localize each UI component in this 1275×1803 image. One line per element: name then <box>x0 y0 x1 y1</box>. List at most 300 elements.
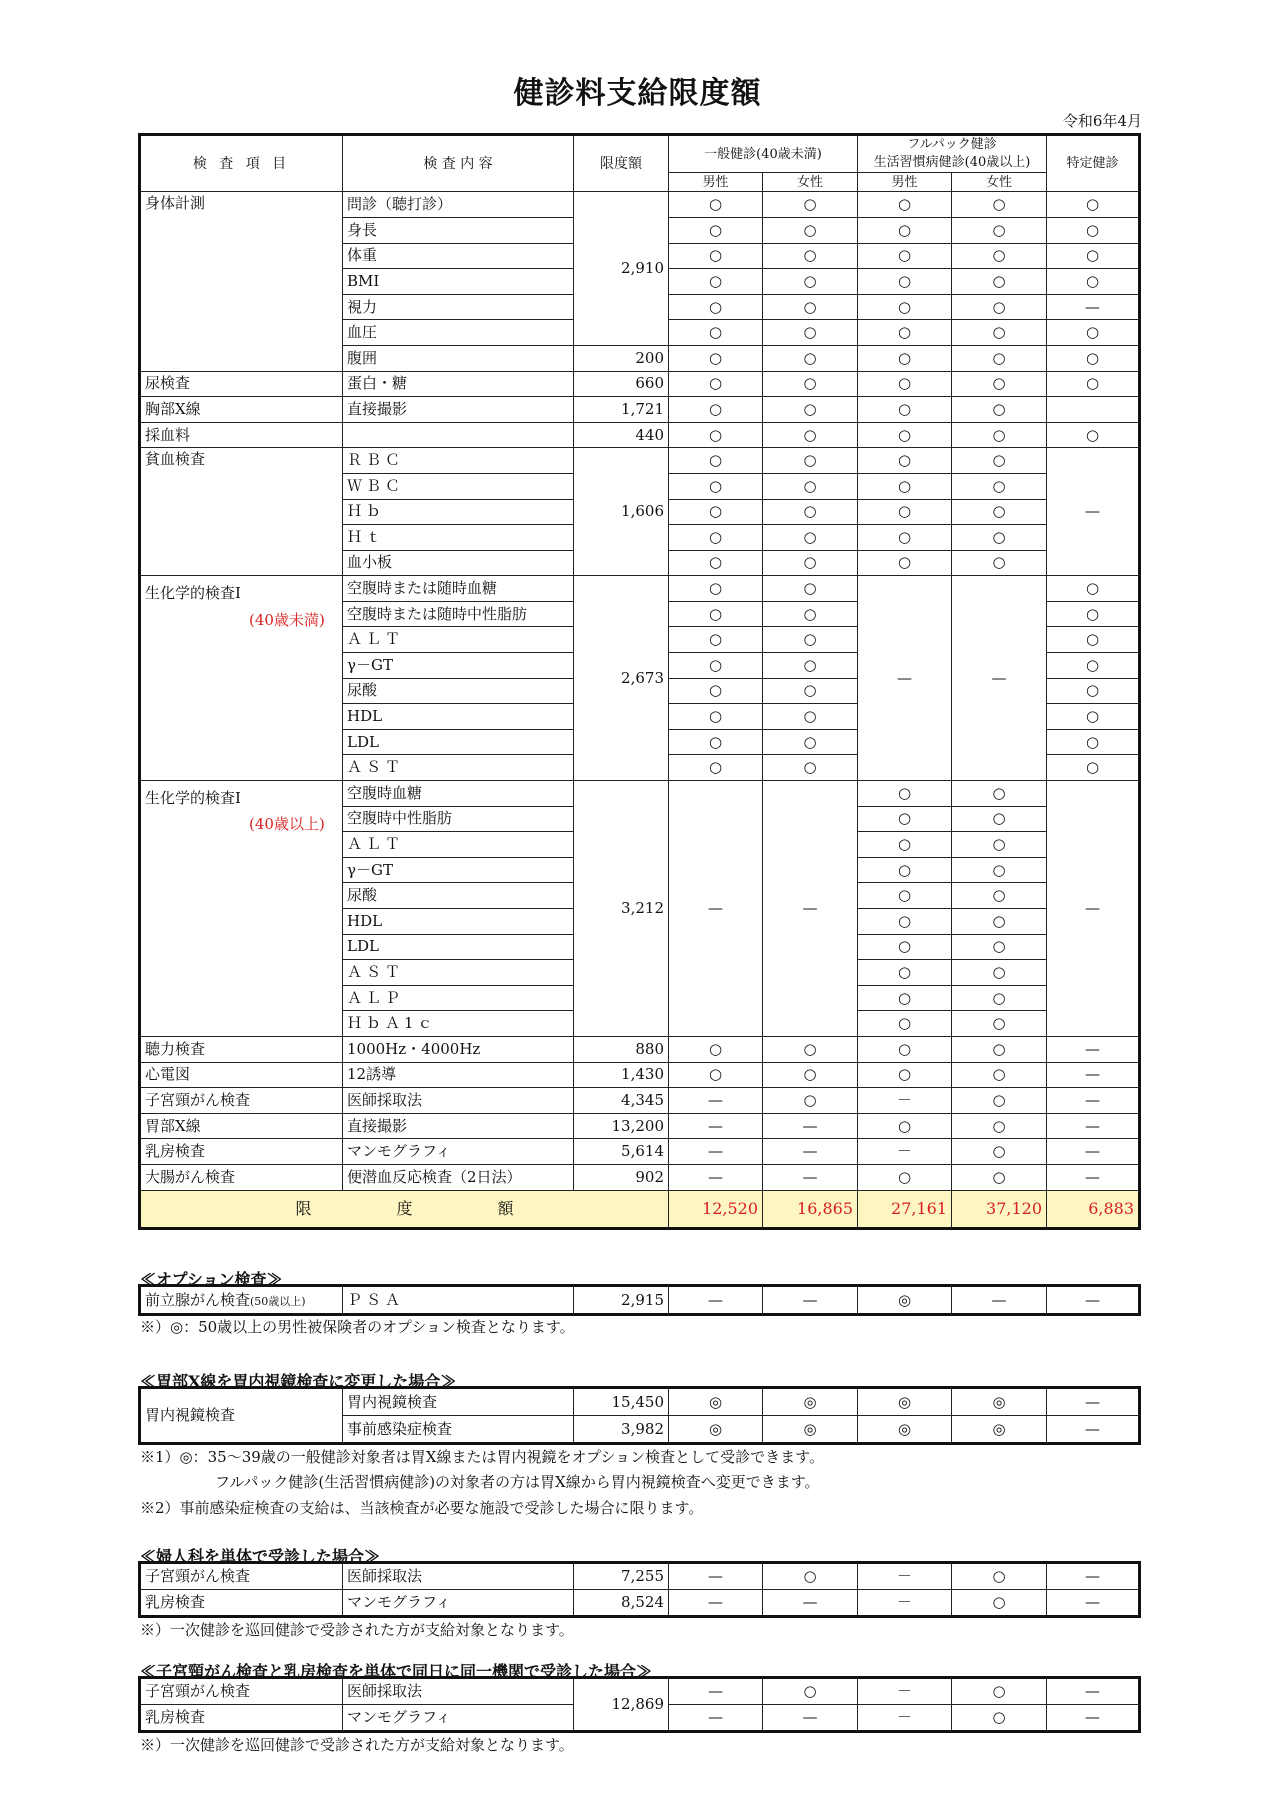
item: ＡＳＴ <box>343 960 574 986</box>
endoscopy-limit: 3,982 <box>574 1416 669 1443</box>
mark: ○ <box>763 1088 858 1114</box>
mark: ○ <box>1047 192 1139 218</box>
mark: — <box>669 1679 763 1705</box>
item: 空腹時または随時中性脂肪 <box>343 601 574 627</box>
mark: — <box>669 1705 763 1731</box>
mark: ○ <box>1047 371 1139 397</box>
mark: ○ <box>858 857 952 883</box>
mark: ○ <box>858 781 952 807</box>
header-male: 男性 <box>858 173 952 192</box>
limit-biochem-under40: 2,673 <box>574 576 669 781</box>
mark: ○ <box>669 601 763 627</box>
mark: ○ <box>1047 627 1139 653</box>
header-fullpack <box>858 136 1047 173</box>
mark: ○ <box>858 448 952 474</box>
header-item: 検 査 項 目 <box>141 136 343 192</box>
mark: ○ <box>669 1062 763 1088</box>
mark: ○ <box>763 345 858 371</box>
item: HDL <box>343 909 574 935</box>
item: Ｈｔ <box>343 525 574 551</box>
mark: ○ <box>1047 653 1139 679</box>
mark: ○ <box>763 729 858 755</box>
mark: ○ <box>763 601 858 627</box>
mark: ○ <box>952 192 1047 218</box>
mark: ○ <box>763 371 858 397</box>
gyn-cat: 子宮頸がん検査 <box>141 1564 343 1590</box>
mark: ◎ <box>858 1287 952 1314</box>
mark: ○ <box>763 704 858 730</box>
mark: ○ <box>952 857 1047 883</box>
mark: — <box>763 1590 858 1616</box>
header-limit: 限度額 <box>574 136 669 192</box>
mark: ○ <box>858 499 952 525</box>
mark: ○ <box>763 1062 858 1088</box>
mark: ○ <box>1047 729 1139 755</box>
item: 蛋白・糖 <box>343 371 574 397</box>
mark: — <box>669 1564 763 1590</box>
mark: ○ <box>952 1564 1047 1590</box>
cat-urine: 尿検査 <box>141 371 343 397</box>
option-table <box>140 1286 1139 1314</box>
mark: ○ <box>1047 269 1139 295</box>
mark: ○ <box>763 422 858 448</box>
limit-stomach: 13,200 <box>574 1113 669 1139</box>
cat-biochem-under40 <box>141 576 343 781</box>
item: 空腹時または随時血糖 <box>343 576 574 602</box>
mark: － <box>858 1088 952 1114</box>
mark: ○ <box>952 909 1047 935</box>
gyn-heading: ≪婦人科を単体で受診した場合≫ <box>140 1547 381 1566</box>
mark: ○ <box>763 678 858 704</box>
mark: — <box>1047 1679 1139 1705</box>
mark: ○ <box>858 217 952 243</box>
endoscopy-cat: 胃内視鏡検査 <box>141 1389 343 1443</box>
mark: ○ <box>763 448 858 474</box>
mark: ○ <box>669 525 763 551</box>
mark: ○ <box>858 1036 952 1062</box>
limit-anemia: 1,606 <box>574 448 669 576</box>
item: 医師採取法 <box>343 1679 574 1705</box>
mark: ○ <box>1047 704 1139 730</box>
mark: ○ <box>858 1164 952 1190</box>
option-cat <box>141 1287 343 1314</box>
mark: － <box>858 1590 952 1616</box>
mark: ○ <box>669 345 763 371</box>
mark: ○ <box>952 1088 1047 1114</box>
mark: ○ <box>952 806 1047 832</box>
mark: ○ <box>858 883 952 909</box>
mark: — <box>1047 781 1139 1037</box>
item: ＡＬＴ <box>343 627 574 653</box>
mark: ○ <box>952 525 1047 551</box>
endoscopy-note-2: ※2）事前感染症検査の支給は、当該検査が必要な施設で受診した場合に限ります。 <box>140 1499 704 1517</box>
mark: ○ <box>952 499 1047 525</box>
mark: ○ <box>669 576 763 602</box>
item: 問診（聴打診） <box>343 192 574 218</box>
mark: ○ <box>669 1036 763 1062</box>
mark: ○ <box>763 473 858 499</box>
empty <box>1047 397 1139 423</box>
item: 直接撮影 <box>343 1113 574 1139</box>
mark: ◎ <box>858 1416 952 1443</box>
header-fullpack-line2: 生活習慣病健診(40歳以上) <box>873 155 1031 171</box>
cat-colon: 大腸がん検査 <box>141 1164 343 1190</box>
item: HDL <box>343 704 574 730</box>
mark: — <box>1047 1164 1139 1190</box>
endoscopy-note-1b: フルパック健診(生活習慣病健診)の対象者の方は胃X線から胃内視鏡検査へ変更できます。 <box>215 1473 820 1491</box>
mark: ○ <box>952 1705 1047 1731</box>
mark: ○ <box>669 550 763 576</box>
item: 1000Hz・4000Hz <box>343 1036 574 1062</box>
limit-urine: 660 <box>574 371 669 397</box>
mark: － <box>858 1705 952 1731</box>
mark: ○ <box>763 755 858 781</box>
mark: ○ <box>763 627 858 653</box>
mark: — <box>763 1113 858 1139</box>
item: マンモグラフィ <box>343 1139 574 1165</box>
limit-biochem-over40: 3,212 <box>574 781 669 1037</box>
mark: ○ <box>858 371 952 397</box>
item: Ｈｂ <box>343 499 574 525</box>
mark: — <box>669 1287 763 1314</box>
limit-chest: 1,721 <box>574 397 669 423</box>
total-label-1: 限 <box>295 1198 312 1218</box>
total-value: 6,883 <box>1047 1190 1139 1227</box>
item: マンモグラフィ <box>343 1705 574 1731</box>
mark: ○ <box>858 345 952 371</box>
item: γ－GT <box>343 653 574 679</box>
mark: — <box>1047 1416 1139 1443</box>
mark: ○ <box>669 448 763 474</box>
mark: ○ <box>763 1679 858 1705</box>
mark: — <box>1047 294 1139 320</box>
mark: ◎ <box>952 1389 1047 1416</box>
header-male: 男性 <box>669 173 763 192</box>
mark: ◎ <box>952 1416 1047 1443</box>
limit-blood-draw: 440 <box>574 422 669 448</box>
mark: ○ <box>763 192 858 218</box>
mark: ○ <box>952 883 1047 909</box>
mark: ○ <box>858 320 952 346</box>
cat-biochem-over40 <box>141 781 343 1037</box>
mark: ○ <box>952 294 1047 320</box>
mark: ○ <box>669 192 763 218</box>
cat-body: 身体計測 <box>141 192 343 371</box>
mark: ○ <box>858 243 952 269</box>
mark: ○ <box>858 473 952 499</box>
item: γ－GT <box>343 857 574 883</box>
mark: ○ <box>1047 422 1139 448</box>
mark: ○ <box>952 269 1047 295</box>
endoscopy-heading: ≪胃部X線を胃内視鏡検査に変更した場合≫ <box>140 1372 457 1391</box>
main-table <box>140 135 1139 1228</box>
mark: — <box>669 1088 763 1114</box>
mark: — <box>669 1139 763 1165</box>
item: ＰＳＡ <box>343 1287 574 1314</box>
total-label-2: 度 <box>396 1198 413 1218</box>
mark: ○ <box>952 960 1047 986</box>
mark: — <box>952 1287 1047 1314</box>
mark: ○ <box>858 1062 952 1088</box>
item: 12誘導 <box>343 1062 574 1088</box>
mark: ○ <box>1047 243 1139 269</box>
endoscopy-note-1: ※1）◎：35～39歳の一般健診対象者は胃X線または胃内視鏡をオプション検査として受診できます。 <box>140 1448 824 1466</box>
mark: ○ <box>952 985 1047 1011</box>
mark: — <box>1047 1590 1139 1616</box>
mark: — <box>1047 1705 1139 1731</box>
mark: ○ <box>952 320 1047 346</box>
option-note: ※）◎：50歳以上の男性被保険者のオプション検査となります。 <box>140 1318 575 1336</box>
mark: ○ <box>952 1590 1047 1616</box>
mark: — <box>858 576 952 781</box>
mark: ○ <box>952 1139 1047 1165</box>
mark: ○ <box>669 397 763 423</box>
mark: ○ <box>669 371 763 397</box>
mark: ○ <box>763 320 858 346</box>
mark: — <box>1047 1389 1139 1416</box>
limit-colon: 902 <box>574 1164 669 1190</box>
mark: ○ <box>952 550 1047 576</box>
gyn-limit: 7,255 <box>574 1564 669 1590</box>
mark: － <box>858 1139 952 1165</box>
mark: — <box>1047 1113 1139 1139</box>
mark: — <box>669 1113 763 1139</box>
cat-biochem-age: (40歳以上) <box>249 815 325 834</box>
item: LDL <box>343 934 574 960</box>
header-specific: 特定健診 <box>1047 136 1139 192</box>
mark: ○ <box>952 345 1047 371</box>
mark: ○ <box>952 397 1047 423</box>
same-day-cat: 乳房検査 <box>141 1705 343 1731</box>
item: 空腹時中性脂肪 <box>343 806 574 832</box>
option-heading: ≪オプション検査≫ <box>140 1270 283 1289</box>
mark: ○ <box>858 422 952 448</box>
header-female: 女性 <box>952 173 1047 192</box>
cat-biochem-label: 生化学的検査Ⅰ <box>145 584 241 603</box>
total-value: 27,161 <box>858 1190 952 1227</box>
mark: ○ <box>763 217 858 243</box>
mark: ○ <box>858 909 952 935</box>
item: 身長 <box>343 217 574 243</box>
mark: ○ <box>952 1113 1047 1139</box>
mark: ○ <box>763 294 858 320</box>
mark: ○ <box>1047 601 1139 627</box>
mark: — <box>669 1164 763 1190</box>
item: 医師採取法 <box>343 1088 574 1114</box>
option-cat-label: 前立腺がん検査 <box>145 1290 251 1309</box>
mark: ○ <box>669 704 763 730</box>
mark: ○ <box>763 499 858 525</box>
item: ＲＢＣ <box>343 448 574 474</box>
cat-biochem-age: (40歳未満) <box>249 610 325 629</box>
limit-cervical: 4,345 <box>574 1088 669 1114</box>
mark: — <box>1047 448 1139 576</box>
mark: ○ <box>763 397 858 423</box>
mark: — <box>763 1139 858 1165</box>
mark: — <box>669 1590 763 1616</box>
mark: ◎ <box>763 1389 858 1416</box>
item: 血小板 <box>343 550 574 576</box>
mark: － <box>858 1679 952 1705</box>
limit-body: 2,910 <box>574 192 669 346</box>
mark: — <box>952 576 1047 781</box>
mark: ○ <box>669 473 763 499</box>
item: 腹囲 <box>343 345 574 371</box>
mark: ○ <box>763 1036 858 1062</box>
mark: ◎ <box>669 1416 763 1443</box>
mark: ○ <box>763 1564 858 1590</box>
mark: ○ <box>669 755 763 781</box>
item: 便潜血反応検査（2日法） <box>343 1164 574 1190</box>
date-label: 令和6年4月 <box>1062 112 1142 130</box>
item: 事前感染症検査 <box>343 1416 574 1443</box>
mark: ◎ <box>858 1389 952 1416</box>
mark: ○ <box>952 1036 1047 1062</box>
total-value: 37,120 <box>952 1190 1047 1227</box>
item: ＡＬＰ <box>343 985 574 1011</box>
mark: — <box>1047 1062 1139 1088</box>
option-limit: 2,915 <box>574 1287 669 1314</box>
header-content: 検 査 内 容 <box>343 136 574 192</box>
mark: ○ <box>858 1113 952 1139</box>
mark: ○ <box>1047 217 1139 243</box>
item: ＨｂＡ1ｃ <box>343 1011 574 1037</box>
item: 視力 <box>343 294 574 320</box>
limit-breast: 5,614 <box>574 1139 669 1165</box>
mark: ○ <box>952 1062 1047 1088</box>
mark: ○ <box>763 550 858 576</box>
cat-blood-draw: 採血料 <box>141 422 343 448</box>
mark: ○ <box>669 217 763 243</box>
cat-cervical: 子宮頸がん検査 <box>141 1088 343 1114</box>
item: BMI <box>343 269 574 295</box>
mark: ◎ <box>763 1416 858 1443</box>
mark: — <box>763 1164 858 1190</box>
item: ＷＢＣ <box>343 473 574 499</box>
mark: — <box>763 1287 858 1314</box>
item: 直接撮影 <box>343 397 574 423</box>
mark: ○ <box>952 422 1047 448</box>
mark: — <box>1047 1036 1139 1062</box>
mark: ○ <box>763 653 858 679</box>
mark: ○ <box>858 192 952 218</box>
item: ＡＳＴ <box>343 755 574 781</box>
mark: ○ <box>952 1679 1047 1705</box>
header-female: 女性 <box>763 173 858 192</box>
cat-hearing: 聴力検査 <box>141 1036 343 1062</box>
same-day-note: ※）一次健診を巡回健診で受診された方が支給対象となります。 <box>140 1736 574 1754</box>
mark: ○ <box>1047 678 1139 704</box>
mark: ○ <box>763 269 858 295</box>
mark: — <box>1047 1564 1139 1590</box>
mark: ○ <box>858 269 952 295</box>
header-general: 一般健診(40歳未満) <box>669 136 858 173</box>
mark: ○ <box>858 397 952 423</box>
mark: — <box>1047 1139 1139 1165</box>
mark: ○ <box>858 1011 952 1037</box>
mark: ○ <box>952 243 1047 269</box>
mark: ○ <box>669 627 763 653</box>
item: 空腹時血糖 <box>343 781 574 807</box>
mark: ○ <box>858 985 952 1011</box>
gyn-cat: 乳房検査 <box>141 1590 343 1616</box>
mark: — <box>1047 1088 1139 1114</box>
limit-ecg: 1,430 <box>574 1062 669 1088</box>
mark: ○ <box>952 371 1047 397</box>
endoscopy-table <box>140 1388 1139 1443</box>
gyn-note: ※）一次健診を巡回健診で受診された方が支給対象となります。 <box>140 1621 574 1639</box>
mark: — <box>669 781 763 1037</box>
cat-breast: 乳房検査 <box>141 1139 343 1165</box>
mark: ○ <box>858 832 952 858</box>
endoscopy-limit: 15,450 <box>574 1389 669 1416</box>
mark: ○ <box>952 934 1047 960</box>
mark: ○ <box>669 320 763 346</box>
mark: ◎ <box>669 1389 763 1416</box>
same-day-heading: ≪子宮頸がん検査と乳房検査を単体で同日に同一機関で受診した場合≫ <box>140 1662 653 1681</box>
mark: — <box>763 781 858 1037</box>
item: 体重 <box>343 243 574 269</box>
total-label-3: 額 <box>497 1198 514 1218</box>
mark: ○ <box>669 653 763 679</box>
mark: － <box>858 1564 952 1590</box>
same-day-limit: 12,869 <box>574 1679 669 1731</box>
same-day-cat: 子宮頸がん検査 <box>141 1679 343 1705</box>
mark: ○ <box>858 294 952 320</box>
mark: ○ <box>669 729 763 755</box>
mark: ○ <box>952 1011 1047 1037</box>
mark: ○ <box>669 678 763 704</box>
total-value: 16,865 <box>763 1190 858 1227</box>
mark: — <box>1047 1287 1139 1314</box>
mark: ○ <box>858 960 952 986</box>
cat-biochem-label: 生化学的検査Ⅰ <box>145 789 241 808</box>
mark: — <box>763 1705 858 1731</box>
mark: ○ <box>952 832 1047 858</box>
mark: ○ <box>858 525 952 551</box>
item: 血圧 <box>343 320 574 346</box>
mark: ○ <box>763 243 858 269</box>
item: 医師採取法 <box>343 1564 574 1590</box>
mark: ○ <box>669 422 763 448</box>
cat-anemia: 貧血検査 <box>141 448 343 576</box>
option-cat-age: (50歳以上) <box>250 1294 306 1308</box>
mark: ○ <box>1047 755 1139 781</box>
mark: ○ <box>669 243 763 269</box>
mark: ○ <box>669 499 763 525</box>
mark: ○ <box>952 217 1047 243</box>
total-label <box>141 1190 669 1227</box>
mark: ○ <box>952 448 1047 474</box>
page-title: 健診料支給限度額 <box>513 76 762 111</box>
mark: ○ <box>669 269 763 295</box>
total-value: 12,520 <box>669 1190 763 1227</box>
same-day-table <box>140 1678 1139 1731</box>
header-fullpack-line1: フルパック健診 <box>907 137 997 152</box>
item: ＡＬＴ <box>343 832 574 858</box>
item: 胃内視鏡検査 <box>343 1389 574 1416</box>
gyn-table <box>140 1563 1139 1616</box>
mark: ○ <box>858 550 952 576</box>
cat-chest: 胸部X線 <box>141 397 343 423</box>
mark: ○ <box>669 294 763 320</box>
item: LDL <box>343 729 574 755</box>
gyn-limit: 8,524 <box>574 1590 669 1616</box>
mark: ○ <box>952 1164 1047 1190</box>
mark: ○ <box>858 806 952 832</box>
item: マンモグラフィ <box>343 1590 574 1616</box>
limit-hearing: 880 <box>574 1036 669 1062</box>
